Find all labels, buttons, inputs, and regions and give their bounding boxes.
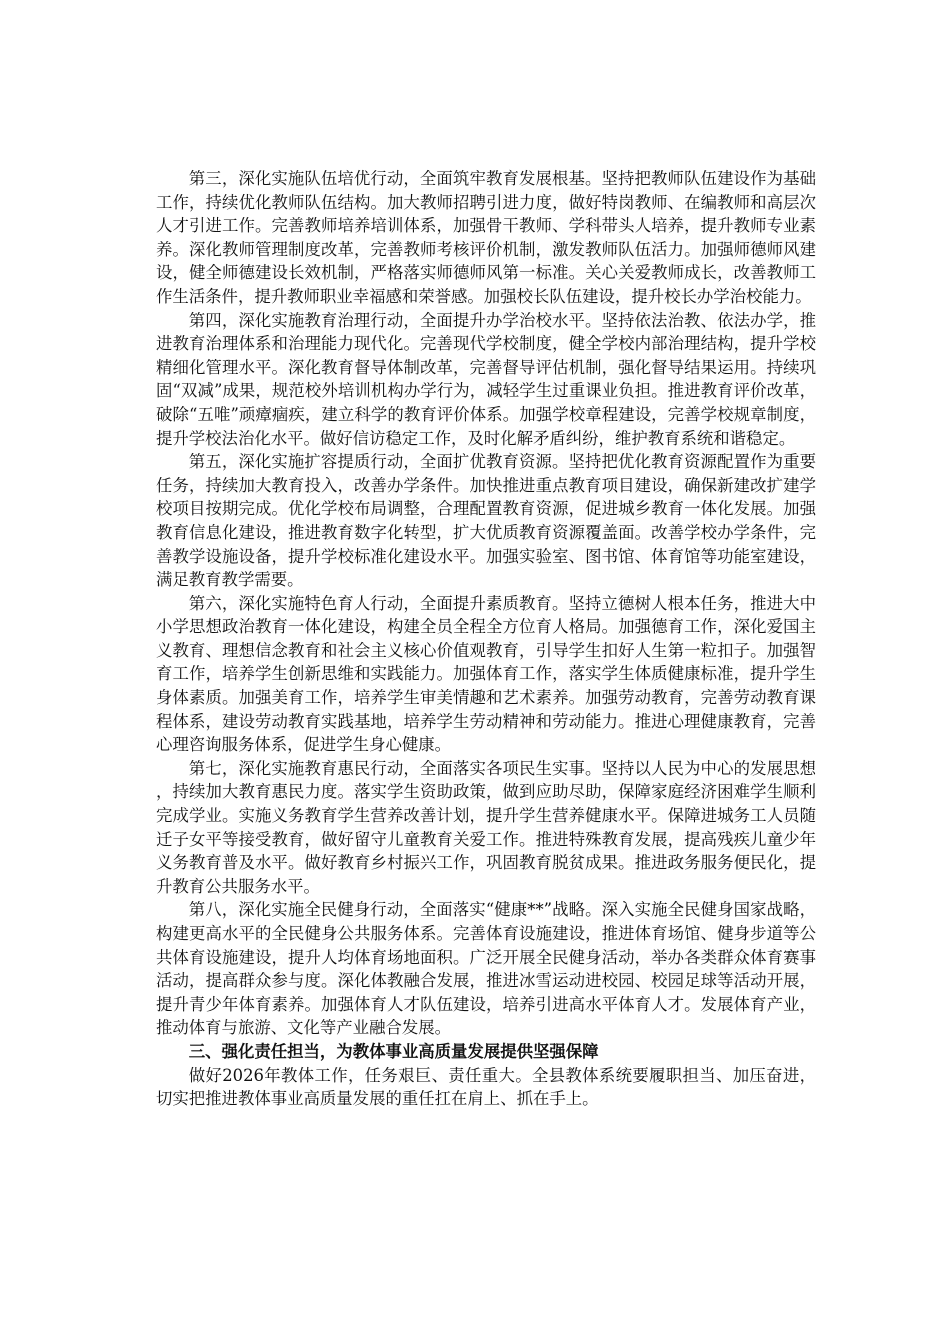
section-heading: 三、强化责任担当，为教体事业高质量发展提供坚强保障 xyxy=(188,1041,599,1061)
document-body xyxy=(156,167,816,1111)
paragraph-fifth: 第五，深化实施扩容提质行动，全面扩优教育资源。坚持把优化教育资源配置作为重要任务，持续加大教育投入，改善办学条件。加快推进重点教育项目建设，确保新建改扩建学校项目按期完成。优化学校布局调整，合理配置教育资源，促进城乡教育一体化发展。加强教育信息化建设，推进教育数字化转型，扩大优质教育资源覆盖面。改善学校办学条件，完善教学设施设备，提升学校标准化建设水平。加强实验室、图书馆、体育馆等功能室建设，满足教育教学需要。 xyxy=(156,452,816,590)
paragraph-sixth: 第六，深化实施特色育人行动，全面提升素质教育。坚持立德树人根本任务，推进大中小学思想政治教育一体化建设，构建全员全程全方位育人格局。加强德育工作，深化爱国主义教育、理想信念教育和社会主义核心价值观教育，引导学生扣好人生第一粒扣子。加强智育工作，培养学生创新思维和实践能力。加强体育工作，落实学生体质健康标准，提升学生身体素质。加强美育工作，培养学生审美情趣和艺术素养。加强劳动教育，完善劳动教育课程体系，建设劳动教育实践基地，培养学生劳动精神和劳动能力。推进心理健康教育，完善心理咨询服务体系，促进学生身心健康。 xyxy=(156,593,816,755)
closing-paragraph: 做好2026年教体工作，任务艰巨、责任重大。全县教体系统要履职担当、加压奋进，切实把推进教体事业高质量发展的重任扛在肩上、抓在手上。 xyxy=(156,1065,816,1109)
paragraph-seventh: 第七，深化实施教育惠民行动，全面落实各项民生实事。坚持以人民为中心的发展思想，持续加大教育惠民力度。落实学生资助政策，做到应助尽助，保障家庭经济困难学生顺利完成学业。实施义务教育学生营养改善计划，提升学生营养健康水平。保障进城务工人员随迁子女平等接受教育，做好留守儿童教育关爱工作。推进特殊教育发展，提高残疾儿童少年义务教育普及水平。做好教育乡村振兴工作，巩固教育脱贫成果。推进政务服务便民化，提升教育公共服务水平。 xyxy=(156,758,816,896)
paragraph-eighth: 第八，深化实施全民健身行动，全面落实“健康**”战略。深入实施全民健身国家战略，构建更高水平的全民健身公共服务体系。完善体育设施建设，推进体育场馆、健身步道等公共体育设施建设，提升人均体育场地面积。广泛开展全民健身活动，举办各类群众体育赛事活动，提高群众参与度。深化体教融合发展，推进冰雪运动进校园、校园足球等活动开展，提升青少年体育素养。加强体育人才队伍建设，培养引进高水平体育人才。发展体育产业，推动体育与旅游、文化等产业融合发展。 xyxy=(156,900,816,1038)
paragraph-fourth: 第四，深化实施教育治理行动，全面提升办学治校水平。坚持依法治教、依法办学，推进教育治理体系和治理能力现代化。完善现代学校制度，健全学校内部治理结构，提升学校精细化管理水平。深化教育督导体制改革，完善督导评估机制，强化督导结果运用。持续巩固“双减”成果，规范校外培训机构办学行为，减轻学生过重课业负担。推进教育评价改革，破除“五唯”顽瘴痼疾，建立科学的教育评价体系。加强学校章程建设，完善学校规章制度，提升学校法治化水平。做好信访稳定工作，及时化解矛盾纠纷，维护教育系统和谐稳定。 xyxy=(156,310,816,448)
paragraph-third: 第三，深化实施队伍培优行动，全面筑牢教育发展根基。坚持把教师队伍建设作为基础工作，持续优化教师队伍结构。加大教师招聘引进力度，做好特岗教师、在编教师和高层次人才引进工作。完善教师培养培训体系，加强骨干教师、学科带头人培养，提升教师专业素养。深化教师管理制度改革，完善教师考核评价机制，激发教师队伍活力。加强师德师风建设，健全师德建设长效机制，严格落实师德师风第一标准。关心关爱教师成长，改善教师工作生活条件，提升教师职业幸福感和荣誉感。加强校长队伍建设，提升校长办学治校能力。 xyxy=(156,169,816,306)
